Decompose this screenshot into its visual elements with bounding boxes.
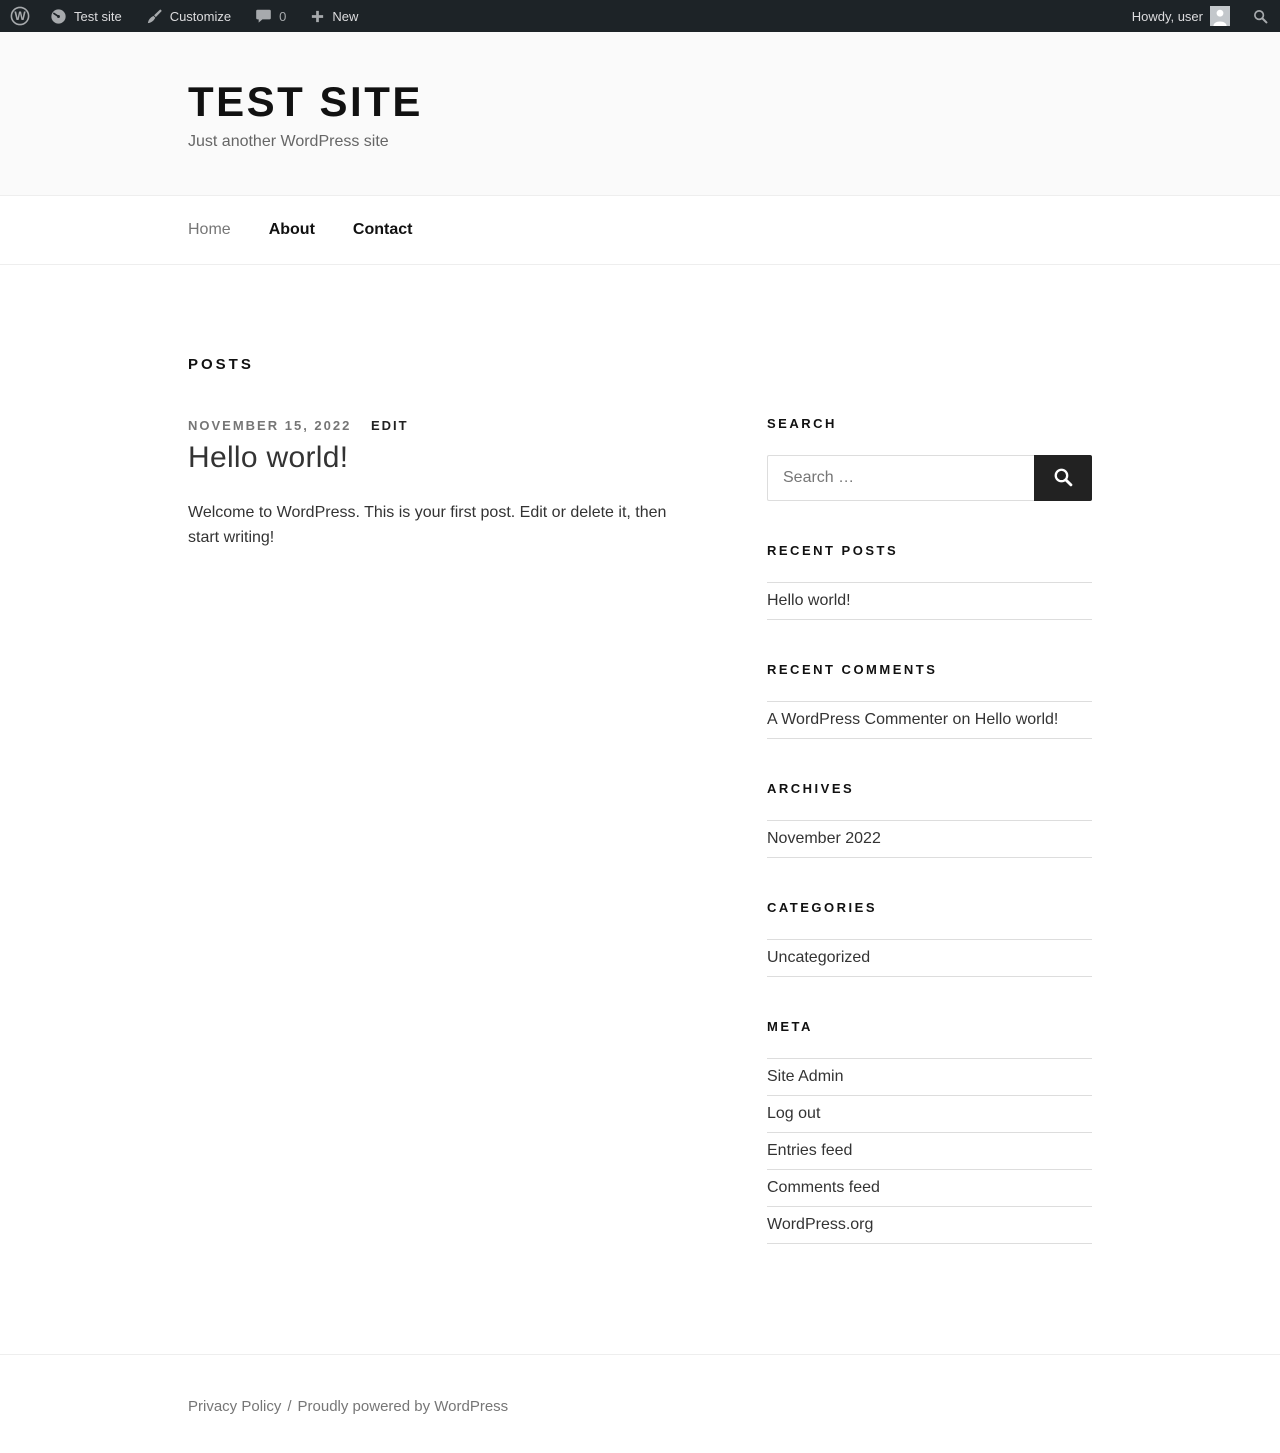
dashboard-gauge-icon bbox=[50, 8, 67, 25]
wordpress-logo-menu[interactable] bbox=[0, 0, 40, 32]
nav-item-home[interactable]: Home bbox=[188, 221, 231, 238]
posts-column bbox=[188, 356, 695, 1244]
paintbrush-icon bbox=[146, 8, 163, 25]
sidebar bbox=[767, 356, 1092, 1244]
comment-post-link[interactable]: Hello world! bbox=[974, 711, 1059, 728]
admin-bar-site-name-label: Test site bbox=[74, 8, 122, 24]
meta-comments-feed-link[interactable]: Comments feed bbox=[767, 1179, 880, 1196]
meta-title: META bbox=[767, 1019, 813, 1034]
page-title: POSTS bbox=[188, 356, 254, 373]
comment-bubble-icon bbox=[255, 8, 272, 25]
list-item bbox=[767, 1207, 1092, 1244]
site-title bbox=[188, 78, 1092, 126]
admin-bar-comments[interactable] bbox=[245, 0, 296, 32]
site-tagline: Just another WordPress site bbox=[188, 133, 389, 150]
top-navigation bbox=[0, 195, 1280, 265]
site-footer bbox=[0, 1354, 1280, 1453]
search-widget-title: SEARCH bbox=[767, 416, 837, 431]
comment-author-link[interactable]: A WordPress Commenter bbox=[767, 711, 949, 728]
admin-bar-howdy-label: Howdy, user bbox=[1131, 8, 1203, 24]
meta-entries-feed-link[interactable]: Entries feed bbox=[767, 1142, 853, 1159]
recent-comments-widget bbox=[767, 662, 1092, 739]
admin-bar-new-label: New bbox=[332, 8, 359, 24]
search-form bbox=[767, 455, 1092, 501]
admin-bar-new[interactable] bbox=[300, 0, 368, 32]
list-item bbox=[767, 1170, 1092, 1207]
comment-connector: on bbox=[948, 711, 975, 728]
recent-comments-title: RECENT COMMENTS bbox=[767, 662, 938, 677]
plus-icon bbox=[310, 9, 325, 24]
list-item bbox=[767, 583, 1092, 620]
admin-bar-left bbox=[0, 0, 368, 32]
post-meta bbox=[188, 418, 695, 433]
meta-wordpress-org-link[interactable]: WordPress.org bbox=[767, 1216, 874, 1233]
list-item bbox=[767, 1133, 1092, 1170]
search-widget bbox=[767, 416, 1092, 501]
recent-posts-title: RECENT POSTS bbox=[767, 543, 899, 558]
post-title bbox=[188, 441, 695, 475]
svg-text:W: W bbox=[14, 9, 26, 23]
post-date-link[interactable]: NOVEMBER 15, 2022 bbox=[188, 418, 352, 433]
recent-post-link[interactable]: Hello world! bbox=[767, 592, 851, 609]
admin-bar-customize-label: Customize bbox=[169, 8, 232, 24]
powered-by-link[interactable]: Proudly powered by WordPress bbox=[297, 1398, 509, 1415]
list-item bbox=[767, 1059, 1092, 1096]
post-body: Welcome to WordPress. This is your first post. Edit or delete it, then start writing! bbox=[188, 504, 667, 546]
list-item bbox=[767, 702, 1092, 739]
archives-title: ARCHIVES bbox=[767, 781, 855, 796]
categories-title: CATEGORIES bbox=[767, 900, 877, 915]
meta-widget bbox=[767, 1019, 1092, 1244]
admin-bar-comment-count: 0 bbox=[279, 8, 287, 24]
list-item bbox=[767, 1096, 1092, 1133]
search-submit-button[interactable] bbox=[1034, 455, 1092, 501]
wp-admin-bar bbox=[0, 0, 1280, 32]
footer-separator: / bbox=[287, 1398, 292, 1415]
admin-bar-customize[interactable] bbox=[136, 0, 241, 32]
search-input[interactable] bbox=[767, 455, 1034, 501]
meta-log-out-link[interactable]: Log out bbox=[767, 1105, 821, 1122]
category-link[interactable]: Uncategorized bbox=[767, 949, 871, 966]
post-article bbox=[188, 418, 695, 551]
search-icon bbox=[1252, 8, 1269, 25]
user-avatar bbox=[1210, 6, 1230, 26]
site-title-link[interactable]: TEST SITE bbox=[188, 78, 423, 125]
nav-item-about[interactable]: About bbox=[268, 221, 315, 238]
admin-bar-search[interactable] bbox=[1241, 0, 1280, 32]
archive-link[interactable]: November 2022 bbox=[767, 830, 881, 847]
wordpress-logo-icon bbox=[10, 6, 30, 26]
recent-posts-widget bbox=[767, 543, 1092, 620]
post-title-link[interactable]: Hello world! bbox=[188, 441, 349, 474]
privacy-policy-link[interactable]: Privacy Policy bbox=[188, 1398, 282, 1415]
meta-site-admin-link[interactable]: Site Admin bbox=[767, 1068, 844, 1085]
admin-bar-site-name[interactable] bbox=[40, 0, 132, 32]
archives-widget bbox=[767, 781, 1092, 858]
admin-bar-right bbox=[1121, 0, 1280, 32]
site-header bbox=[0, 32, 1280, 195]
nav-item-contact[interactable]: Contact bbox=[352, 221, 413, 238]
post-edit-link[interactable]: EDIT bbox=[370, 418, 409, 433]
search-icon bbox=[1052, 466, 1074, 491]
main-content bbox=[188, 265, 1092, 1354]
admin-bar-my-account[interactable] bbox=[1121, 0, 1241, 32]
categories-widget bbox=[767, 900, 1092, 977]
list-item bbox=[767, 821, 1092, 858]
list-item bbox=[767, 940, 1092, 977]
